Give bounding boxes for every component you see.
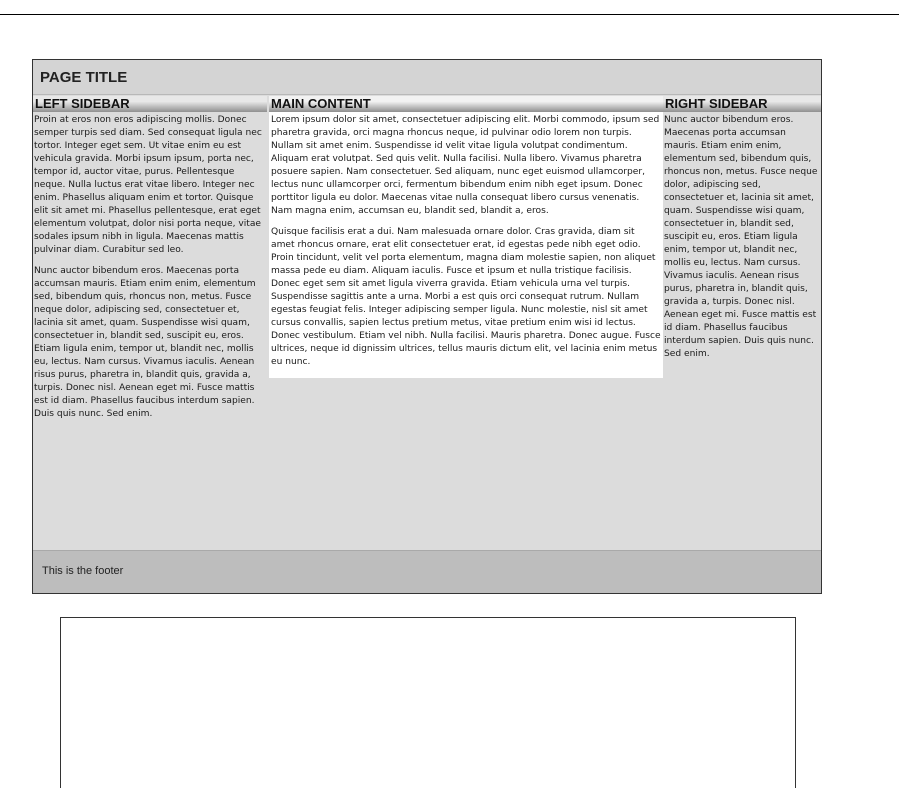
page-header [33, 60, 821, 95]
left-sidebar [33, 96, 267, 429]
left-sidebar-heading: LEFT SIDEBAR [33, 96, 267, 112]
layout-container [32, 59, 822, 594]
right-sidebar-heading: RIGHT SIDEBAR [663, 96, 821, 112]
main-content-paragraph: Quisque facilisis erat a dui. Nam malesuada ornare dolor. Cras gravida, diam sit amet rhoncus ornare, erat elit consectetuer erat, id egestas pede nibh eget odio. Proin tincidunt, velit vel porta elementum, magna diam molestie sapien, non aliquet massa pede eu diam. Aliquam iaculis. Fusce et ipsum et nulla tristique facilisis. Donec eget sem sit amet ligula viverra gravida. Etiam vehicula urna vel turpis. Suspendisse sagittis ante a urna. Morbi a est quis orci consequat rutrum. Nullam egestas feugiat felis. Integer adipiscing semper ligula. Nunc molestie, nisl sit amet cursus convallis, sapien lectus pretium metus, vitae pretium enim wisi id lectus. Donec vestibulum. Etiam vel nibh. Nulla facilisi. Mauris pharetra. Donec augue. Fusce ultrices, neque id dignissim ultrices, tellus mauris dictum elit, vel lacinia enim metus eu nunc. [271, 227, 661, 367]
page-title: PAGE TITLE [40, 69, 128, 86]
right-sidebar-paragraph: Nunc auctor bibendum eros. Maecenas porta accumsan mauris. Etiam enim enim, elementum sed, bibendum quis, rhoncus non, metus. Fusce neque dolor, adipiscing sed, consectetuer et, lacinia sit amet, quam. Suspendisse wisi quam, consectetuer in, blandit sed, suscipit eu, eros. Etiam ligula enim, tempor ut, blandit nec, mollis eu, lectus. Nam cursus. Vivamus iaculis. Aenean risus purus, pharetra in, blandit quis, gravida a, turpis. Donec nisl. Aenean eget mi. Fusce mattis est id diam. Phasellus faucibus interdum sapien. Duis quis nunc. Sed enim. [664, 115, 818, 359]
main-content-heading: MAIN CONTENT [269, 96, 663, 112]
main-content-paragraph: Lorem ipsum dolor sit amet, consectetuer adipiscing elit. Morbi commodo, ipsum sed pharetra gravida, orci magna rhoncus neque, id pulvinar odio lorem non turpis. Nullam sit amet enim. Suspendisse id velit vitae ligula volutpat condimentum. Aliquam erat volutpat. Sed quis velit. Nulla facilisi. Nulla libero. Vivamus pharetra posuere sapien. Nam consectetuer. Sed aliquam, nunc eget euismod ullamcorper, lectus nunc ullamcorper orci, fermentum bibendum enim nibh eget ipsum. Donec porttitor ligula eu dolor. Maecenas vitae nulla consequat libero cursus venenatis. Nam magna enim, accumsan eu, blandit sed, blandit a, eros. [271, 115, 660, 216]
top-divider [0, 14, 899, 15]
page-footer [33, 550, 821, 594]
right-sidebar [663, 96, 821, 369]
footer-text: This is the footer [42, 565, 124, 577]
main-content [269, 96, 663, 378]
left-sidebar-paragraph: Nunc auctor bibendum eros. Maecenas porta accumsan mauris. Etiam enim enim, elementum sed, bibendum quis, rhoncus non, metus. Fusce neque dolor, adipiscing sed, consectetuer et, lacinia sit amet, quam. Suspendisse wisi quam, consectetuer in, blandit sed, suscipit eu, eros. Etiam ligula enim, tempor ut, blandit nec, mollis eu, lectus. Nam cursus. Vivamus iaculis. Aenean risus purus, pharetra in, blandit quis, gravida a, turpis. Donec nisl. Aenean eget mi. Fusce mattis est id diam. Phasellus faucibus interdum sapien. Duis quis nunc. Sed enim. [34, 266, 256, 419]
empty-content-box [60, 617, 796, 788]
left-sidebar-paragraph: Proin at eros non eros adipiscing mollis. Donec semper turpis sed diam. Sed consequat ligula nec tortor. Integer eget sem. Ut vitae enim eu est vehicula gravida. Morbi ipsum ipsum, porta nec, tempor id, auctor vitae, purus. Pellentesque neque. Nulla luctus erat vitae libero. Integer nec enim. Phasellus aliquam enim et tortor. Quisque elit sit amet mi. Phasellus pellentesque, erat eget elementum volutpat, dolor nisi porta neque, vitae sodales ipsum nibh in ligula. Maecenas mattis pulvinar diam. Curabitur sed leo. [34, 115, 262, 255]
